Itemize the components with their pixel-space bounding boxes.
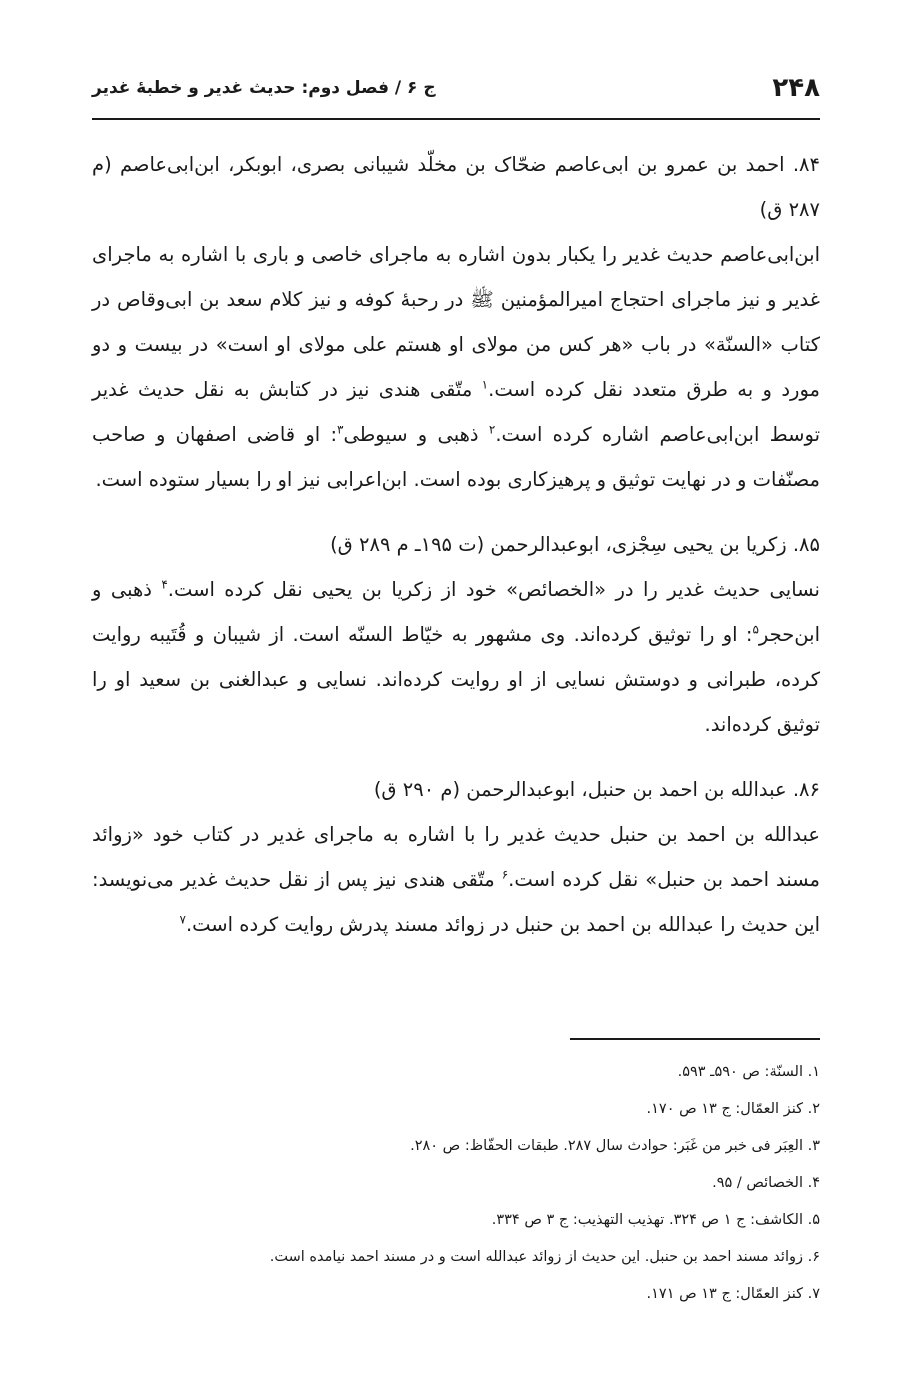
footnote-ref-2[interactable]: ۲ [488, 422, 496, 437]
main-text [92, 142, 820, 947]
entry-86-paragraph [92, 812, 820, 947]
footnote-5: ۵. الکاشف: ج ۱ ص ۳۲۴. تهذیب التهذیب: ج ۳ ص ۳۳۴. [491, 1212, 820, 1228]
entry-86-title: ۸۶. عبدالله بن احمد بن حنبل، ابوعبدالرحمن (م ۲۹۰ ق) [373, 778, 820, 801]
page-header [92, 66, 820, 110]
entry-85-text-3: : او را توثیق کرده‌اند. وی مشهور به خیّاط السنّه است. از شیبان و قُتَیبه روایت کرده، طبرانی و دوستش نسایی از او روایت کرده‌اند. نسایی و عبدالغنی بن سعید او را توثیق کرده‌اند. [92, 623, 820, 736]
footnote-7: ۷. کنز العمّال: ج ۱۳ ص ۱۷۱. [646, 1286, 820, 1302]
header-rule [92, 118, 820, 120]
entry-85-text-2: ذهبی و ابن‌حجر [92, 578, 820, 646]
entry-84-title: ۸۴. احمد بن عمرو بن ابی‌عاصم ضحّاک بن مخلّد شیبانی بصری، ابوبکر، ابن‌ابی‌عاصم (م ۲۸۷ ق) [92, 153, 820, 221]
footnote-2: ۲. کنز العمّال: ج ۱۳ ص ۱۷۰. [646, 1101, 820, 1117]
entry-84-text-4: : او قاضی اصفهان و صاحب مصنّفات و در نهایت توثیق و پرهیزکاری بوده است. ابن‌اعرابی نیز او را بسیار ستوده است. [92, 423, 820, 491]
running-head: ج ۶ / فصل دوم: حدیث غدیر و خطبهٔ غدیر [92, 78, 436, 98]
footnote-ref-1[interactable]: ۱ [481, 377, 489, 392]
entry-84-text-1: ابن‌ابی‌عاصم حدیث غدیر را یکبار بدون اشاره به ماجرای خاصی و باری با اشاره به ماجرای غدیر و نیز ماجرای احتجاج امیرالمؤمنین ﷺ در رحبهٔ کوفه و نیز کلام سعد بن ابی‌وقاص در کتاب «السنّة» در باب «هر کس من مولای او هستم علی مولای او است» در بیست و دو مورد و به طرق متعدد نقل کرده است. [92, 243, 820, 401]
footnote-ref-3[interactable]: ۳ [337, 422, 344, 437]
footnote-separator [570, 1038, 820, 1040]
entry-84-text-3: ذهبی و سیوطی [343, 423, 489, 446]
entry-86-text-1: عبدالله بن احمد بن حنبل حدیث غدیر را با اشاره به ماجرای غدیر در کتاب خود «زوائد مسند احمد بن حنبل» نقل کرده است. [92, 823, 821, 891]
footnote-4: ۴. الخصائص / ۹۵. [712, 1175, 820, 1191]
page-number: ۲۴۸ [772, 73, 820, 103]
entry-85-paragraph [92, 567, 820, 747]
footnote-1: ۱. السنّة: ص ۵۹۰ـ ۵۹۳. [677, 1064, 820, 1080]
footnote-3: ۳. العِبَر فی خبر من غَبَر: حوادث سال ۲۸۷. طبقات الحفّاظ: ص ۲۸۰. [410, 1138, 820, 1154]
footnote-6: ۶. زوائد مسند احمد بن حنبل. این حدیث از زوائد عبدالله است و در مسند احمد نیامده است. [269, 1249, 820, 1265]
footnote-ref-4[interactable]: ۴ [161, 577, 168, 592]
footnote-ref-6[interactable]: ۶ [501, 867, 509, 882]
entry-85-title: ۸۵. زکریا بن یحیی سِجْزی، ابوعبدالرحمن (ت ۱۹۵ـ م ۲۸۹ ق) [330, 533, 820, 556]
entry-84-paragraph [92, 232, 820, 502]
footnotes [92, 1054, 820, 1313]
entry-85-text-1: نسایی حدیث غدیر را در «الخصائص» خود از زکریا بن یحیی نقل کرده است. [167, 578, 820, 601]
entry-84-text-2: متّقی هندی نیز در کتابش به نقل حدیث غدیر توسط ابن‌ابی‌عاصم اشاره کرده است. [92, 378, 820, 446]
entry-86-text-2: متّقی هندی نیز پس از نقل حدیث غدیر می‌نویسد: این حدیث را عبدالله بن احمد بن حنبل در زوائد مسند پدرش روایت کرده است. [92, 868, 820, 936]
footnote-ref-5[interactable]: ۵ [752, 622, 759, 637]
footnote-ref-7[interactable]: ۷ [179, 912, 186, 927]
